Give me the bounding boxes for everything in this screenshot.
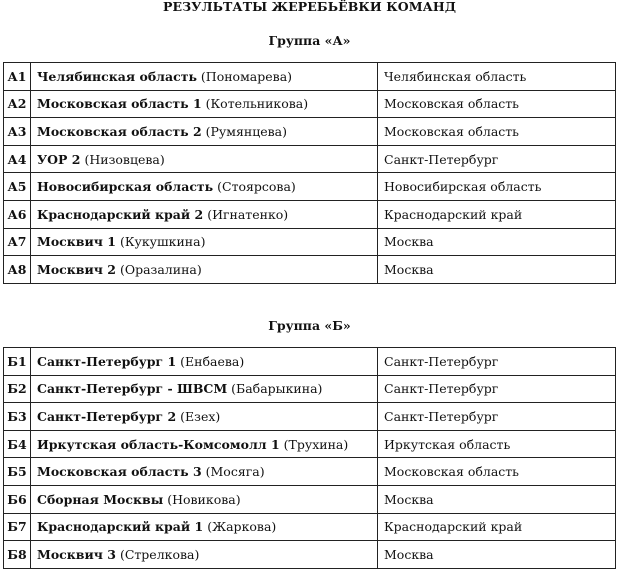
- team-name: Москвич 3: [37, 546, 116, 562]
- team-name: Санкт-Петербург 1: [37, 353, 177, 369]
- region-cell: Московская область: [378, 458, 616, 486]
- group-b-table: [3, 347, 616, 569]
- team-cell: [31, 256, 378, 284]
- team-name: Новосибирская область: [37, 179, 214, 195]
- team-cell: [31, 541, 378, 569]
- table-row: [4, 63, 616, 91]
- team-cell: [31, 403, 378, 431]
- coach-name: (Мосяга): [205, 464, 265, 480]
- draw-code: А8: [4, 256, 31, 284]
- coach-name: (Игнатенко): [207, 206, 289, 222]
- team-cell: [31, 145, 378, 173]
- region-cell: Санкт-Петербург: [378, 403, 616, 431]
- team-name: Москвич 1: [37, 234, 116, 250]
- region-cell: Москва: [378, 256, 616, 284]
- region-cell: Санкт-Петербург: [378, 375, 616, 403]
- group-a-table: [3, 62, 616, 284]
- region-cell: Московская область: [378, 90, 616, 118]
- coach-name: (Пономарева): [200, 68, 293, 84]
- draw-code: Б1: [4, 348, 31, 376]
- table-row: [4, 485, 616, 513]
- table-row: [4, 403, 616, 431]
- team-cell: [31, 228, 378, 256]
- team-name: Краснодарский край 1: [37, 519, 204, 535]
- team-cell: [31, 458, 378, 486]
- coach-name: (Жаркова): [207, 519, 277, 535]
- team-cell: [31, 200, 378, 228]
- team-name: Санкт-Петербург - ШВСМ: [37, 381, 228, 397]
- coach-name: (Румянцева): [205, 123, 288, 139]
- team-name: Санкт-Петербург 2: [37, 408, 177, 424]
- draw-code: Б3: [4, 403, 31, 431]
- draw-code: Б6: [4, 485, 31, 513]
- region-cell: Краснодарский край: [378, 200, 616, 228]
- region-cell: Московская область: [378, 118, 616, 146]
- region-cell: Санкт-Петербург: [378, 348, 616, 376]
- draw-code: А3: [4, 118, 31, 146]
- draw-code: Б4: [4, 430, 31, 458]
- coach-name: (Езех): [180, 408, 221, 424]
- team-cell: [31, 430, 378, 458]
- team-cell: [31, 173, 378, 201]
- table-row: [4, 430, 616, 458]
- draw-code: Б8: [4, 541, 31, 569]
- table-row: [4, 90, 616, 118]
- coach-name: (Стрелкова): [119, 546, 200, 562]
- team-cell: [31, 348, 378, 376]
- table-row: [4, 228, 616, 256]
- coach-name: (Оразалина): [119, 261, 202, 277]
- team-name: Иркутская область-Комсомолл 1: [37, 436, 280, 452]
- draw-code: Б7: [4, 513, 31, 541]
- region-cell: Москва: [378, 541, 616, 569]
- coach-name: (Низовцева): [84, 151, 165, 167]
- table-row: [4, 173, 616, 201]
- draw-code: Б5: [4, 458, 31, 486]
- team-name: Краснодарский край 2: [37, 206, 204, 222]
- table-row: [4, 145, 616, 173]
- team-cell: [31, 63, 378, 91]
- table-row: [4, 256, 616, 284]
- coach-name: (Котельникова): [205, 96, 309, 112]
- region-cell: Иркутская область: [378, 430, 616, 458]
- draw-code: А6: [4, 200, 31, 228]
- team-name: Московская область 2: [37, 123, 202, 139]
- team-cell: [31, 485, 378, 513]
- team-cell: [31, 118, 378, 146]
- draw-code: Б2: [4, 375, 31, 403]
- group-a-title: Группа «А»: [268, 33, 351, 48]
- table-row: [4, 200, 616, 228]
- region-cell: Санкт-Петербург: [378, 145, 616, 173]
- draw-code: А1: [4, 63, 31, 91]
- team-cell: [31, 90, 378, 118]
- team-name: УОР 2: [37, 151, 81, 167]
- draw-code: А7: [4, 228, 31, 256]
- table-row: [4, 348, 616, 376]
- coach-name: (Трухина): [283, 436, 349, 452]
- team-name: Сборная Москвы: [37, 491, 164, 507]
- group-b-title: Группа «Б»: [268, 318, 351, 333]
- table-row: [4, 458, 616, 486]
- coach-name: (Кукушкина): [119, 234, 206, 250]
- team-cell: [31, 513, 378, 541]
- region-cell: Краснодарский край: [378, 513, 616, 541]
- team-name: Челябинская область: [37, 68, 197, 84]
- table-row: [4, 118, 616, 146]
- coach-name: (Новикова): [167, 491, 241, 507]
- coach-name: (Стоярсова): [217, 179, 296, 195]
- team-name: Московская область 1: [37, 96, 202, 112]
- team-name: Москвич 2: [37, 261, 116, 277]
- team-name: Московская область 3: [37, 464, 202, 480]
- page-title: РЕЗУЛЬТАТЫ ЖЕРЕБЬЁВКИ КОМАНД: [162, 0, 457, 14]
- draw-code: А4: [4, 145, 31, 173]
- table-row: [4, 513, 616, 541]
- coach-name: (Бабарыкина): [231, 381, 323, 397]
- coach-name: (Енбаева): [180, 353, 245, 369]
- region-cell: Москва: [378, 485, 616, 513]
- region-cell: Москва: [378, 228, 616, 256]
- table-row: [4, 375, 616, 403]
- team-cell: [31, 375, 378, 403]
- table-row: [4, 541, 616, 569]
- draw-code: А2: [4, 90, 31, 118]
- region-cell: Новосибирская область: [378, 173, 616, 201]
- region-cell: Челябинская область: [378, 63, 616, 91]
- draw-code: А5: [4, 173, 31, 201]
